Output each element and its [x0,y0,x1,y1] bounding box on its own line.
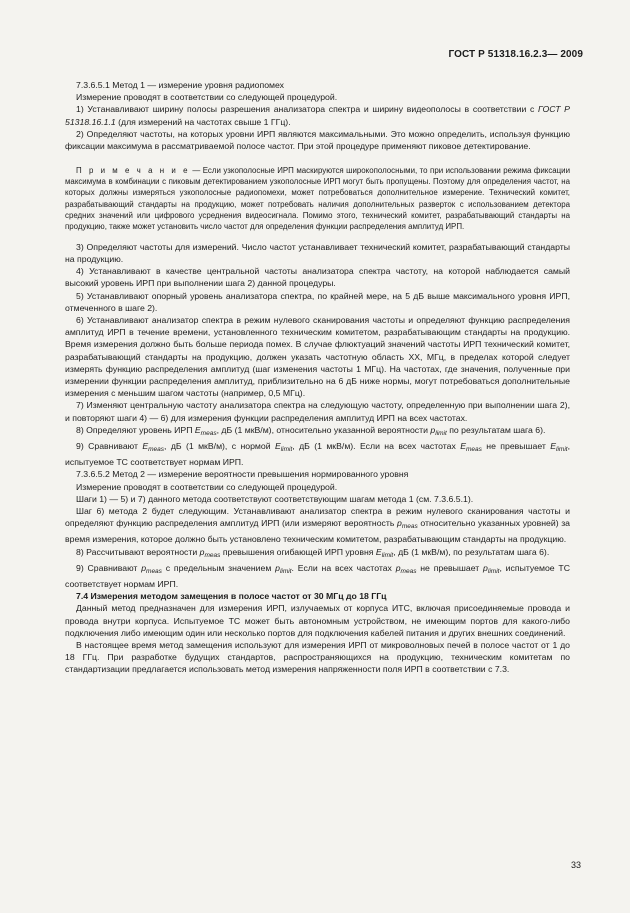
paragraph: Шаги 1) — 5) и 7) данного метода соответствуют соответствующим шагам метода 1 (см. 7.3.6.5.1). [76,493,474,504]
step-3: 3) Определяют частоты для измерений. Число частот устанавливает технический комитет, разрабатывающий стандарты на продукцию. [65,241,570,264]
step-5: 5) Устанавливают опорный уровень анализатора спектра, по крайней мере, на 5 дБ выше максимального уровня ИРП, отмеченного в шаге 2). [65,290,570,313]
step-1: 1) Устанавливают ширину полосы разрешения анализатора спектра и ширину видеополосы в соответствии с ГОСТ Р 51318.16.1.1 (для измерений на частотах свыше 1 ГГц). [65,104,570,127]
paragraph: Измерение проводят в соответствии со следующей процедурой. [76,92,338,103]
step-4: 4) Устанавливают в качестве центральной частоты анализатора спектра частоту, на которой наблюдается самый высокий уровень ИРП при выполнении шага 2) данной процедуры. [65,266,570,289]
step-6: 6) Устанавливают анализатор спектра в режим нулевого сканирования частоты и определяют функцию распределения амплитуд ИРП в течение времени, установленного техническим комитетом, разрабатывающим стандарты на продукцию. Время измерения должно быть больше периода помех. В случае флюктуаций значений частоты ИРП технический комитет, разрабатывающий стандарты на продукцию, должен указать частотную область XX, МГц, в пределах которой следует измерять функцию распределения амплитуд (шаг изменения частоты 1 МГц). На частотах, где значения, полученные при измерении функции распределения амплитуд, приблизительно на 6 дБ ниже нормы, могут потребоваться дополнительные измерения с меньшим шагом частоты (например, 0,5 МГц). [65,315,570,399]
standard-reference: ГОСТ Р 51318.16.1.1 [65,104,570,127]
method-2-step-6: Шаг 6) метода 2 будет следующим. Устанавливают анализатор спектра в режим нулевого сканирования частоты и определяют функцию распределения амплитуд ИРП (или измеряют вероятность $p_{meas}$ относительно указанных уровней) за время измерения, которое должно быть установлено техническим комитетом, разрабатывающим стандарты на продукцию. [65,506,571,545]
section-7-3-6-5-2-title: 7.3.6.5.2 Метод 2 — измерение вероятности превышения нормированного уровня [76,469,409,480]
step-2: 2) Определяют частоты, на которых уровни ИРП являются максимальными. Это можно определить, используя функцию фиксации максимума в рассматриваемой полосе частот. При этой процедуре применяют пиковое детектирование. [65,128,570,152]
page-number: 33 [570,860,581,870]
note [65,165,570,232]
note-text: — Если узкополосные ИРП маскируются широкополосными, то при использовании режима фиксации максимума в комбинации с пиковым детектированием узкополосные ИРП могут быть пропущены. Поэтому для определения частот, на которых должны измеряться узкополосные радиопомехи, может потребоваться дополнительное измерение. Технический комитет, разрабатывающий стандарты на продукцию, может потребовать наличия дополнительных разверток с использованием детектора средних значений или цифрового усреднения видеосигнала. Помимо этого, технический комитет, разрабатывающий стандарты на продукцию, также может установить число частот для определения функции распределения амплитуд ИРП. [65,166,571,231]
e-meas-symbol: $E_{meas}$ [194,424,217,437]
section-7-4-heading: 7.4 Измерения методом замещения в полосе частот от 30 МГц до 18 ГГц [76,591,387,602]
page-body [65,79,570,676]
method-2-step-9: 9) Сравнивают $p_{meas}$ с предельным значением $p_{limit}$. Если на всех частотах $p_{meas}$ не превышает $p_{limit}$, испытуемое ТС соответствует нормам ИРП. [65,562,570,590]
step-9: 9) Сравнивают $E_{meas}$, дБ (1 мкВ/м), с нормой $E_{limit}$, дБ (1 мкВ/м). Если на всех частотах $E_{meas}$ не превышает $E_{limit}$, испытуемое ТС соответствует нормам ИРП. [65,441,570,468]
document-number: ГОСТ Р 51318.16.2.3— 2009 [448,49,583,60]
section-7-3-6-5-1-title: 7.3.6.5.1 Метод 1 — измерение уровня радиопомех [76,80,285,90]
method-2-step-8: 8) Рассчитывают вероятности $p_{meas}$ превышения огибающей ИРП уровня $E_{limit}$, дБ (1 мкВ/м), по результатам шага 6). [76,546,550,559]
step-8: 8) Определяют уровень ИРП $E_{meas}$, дБ (1 мкВ/м), относительно указанной вероятности $p_{limit}$ по результатам шага 6). [76,424,546,437]
note-label: П р и м е ч а н и е [76,166,190,176]
p-limit-symbol: $p_{limit}$ [430,424,447,437]
paragraph: Измерение проводят в соответствии со следующей процедурой. [76,481,338,492]
paragraph: В настоящее время метод замещения используют для измерения ИРП от микроволновых печей в полосе частот от 1 до 18 ГГц. При разработке будущих стандартов, распространяющихся на продукцию, техническим комитетам по стандартизации предлагается использовать метод измерения напряженности поля ИРП в соответствии с 7.3. [65,640,570,675]
step-7: 7) Изменяют центральную частоту анализатора спектра на следующую частоту, определенную при выполнении шага 2), и повторяют шаги 4) — 6) для измерения функции распределения амплитуд ИРП на всех частотах. [65,400,570,423]
paragraph: Данный метод предназначен для измерения ИРП, излучаемых от корпуса ИТС, включая присоединяемые провода и провода внутри корпуса. Испытуемое ТС может быть автономным устройством, не имеющим портов для какого-либо подключения либо имеющим один или несколько портов для подключения кабелей питания и других внешних соединений. [65,603,570,638]
